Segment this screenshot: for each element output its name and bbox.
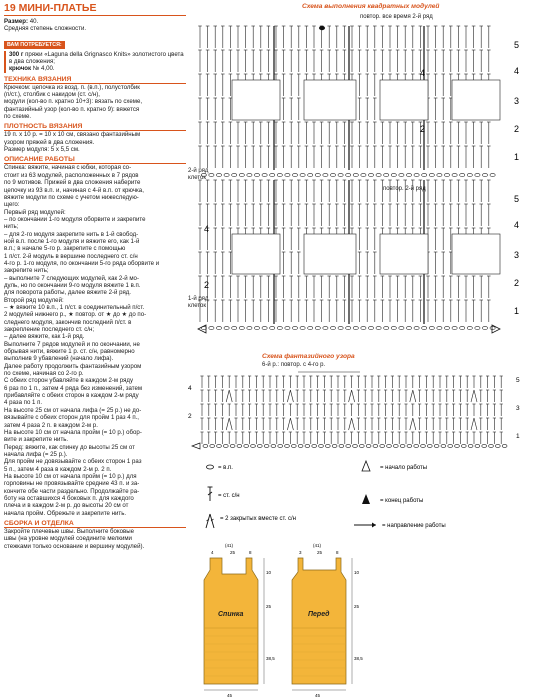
- row-number: 3: [514, 250, 520, 260]
- chain-stitch: [366, 445, 371, 448]
- back-body: 25: [266, 604, 272, 609]
- modules-scheme-caption: Схема выполнения квадратных модулей: [302, 3, 440, 10]
- row-number: 3: [514, 96, 520, 106]
- chain-stitch: [490, 326, 495, 329]
- chain-stitch: [319, 445, 324, 448]
- chain-stitch: [292, 173, 297, 176]
- pattern-scheme-caption: Схема фантазийного узора: [262, 353, 355, 360]
- chain-stitch: [376, 326, 381, 329]
- chain-stitch: [247, 173, 252, 176]
- gauge-heading: ПЛОТНОСТЬ ВЯЗАНИЯ: [4, 123, 186, 131]
- chain-stitch: [444, 326, 449, 329]
- chain-stitch: [468, 445, 473, 448]
- chain-stitch: [359, 445, 364, 448]
- row-number: 1: [514, 152, 520, 162]
- text-line: 1 п/ст. 2-й модуль в вершине последнего ст. с/н: [4, 252, 138, 260]
- chain-stitch: [460, 326, 465, 329]
- text-line: в.п.; в начале 5-го р. закрепите с помощью: [4, 245, 126, 253]
- text-line: – по окончании 1-го модуля оборвите и закрепите: [4, 215, 146, 223]
- chain-stitch: [305, 445, 310, 448]
- module-window: [452, 80, 500, 120]
- module-window: [232, 234, 280, 274]
- text-line: – для 2-го модуля закрепите нить в 1-й свобод-: [4, 230, 139, 238]
- text-line: Выполните 7 рядов модулей и по окончании, не: [4, 340, 140, 348]
- legend-start-text: = начало работы: [380, 465, 428, 471]
- row-number: 2: [420, 124, 426, 134]
- row-number: 4: [204, 224, 210, 234]
- dc2tog-stitch: [229, 390, 232, 402]
- chain-stitch: [467, 326, 472, 329]
- size-value: 40.: [29, 18, 39, 25]
- technique-heading: ТЕХНИКА ВЯЗАНИЯ: [4, 76, 186, 84]
- chain-stitch: [315, 173, 320, 176]
- chain-stitch: [210, 445, 215, 448]
- text-line: узором пряжей в два сложения.: [4, 138, 95, 146]
- text-line: прибавляйте с обеих сторон в каждом 2-м ряду: [4, 392, 139, 400]
- back-width: 45: [227, 693, 233, 698]
- chain-stitch: [406, 173, 411, 176]
- module-window: [304, 234, 356, 274]
- yarn-amount: 300 г: [9, 50, 24, 58]
- instructions-column: [4, 2, 186, 550]
- chain-stitch: [414, 326, 419, 329]
- chain-stitch: [292, 326, 297, 329]
- chain-stitch: [406, 326, 411, 329]
- row-number: 2: [204, 280, 210, 290]
- hook-value: № 4,00.: [32, 65, 55, 73]
- page-title: 19 МИНИ-ПЛАТЬЕ: [4, 2, 186, 16]
- chain-stitch: [224, 326, 229, 329]
- chain-stitch: [239, 326, 244, 329]
- text-line: Размер модуля: 5 х 5,5 см.: [4, 146, 80, 154]
- chain-stitch: [475, 173, 480, 176]
- row-number: 2: [514, 124, 520, 134]
- text-line: Перед: вяжите, как спинку до высоты 25 см от: [4, 443, 135, 451]
- dc2tog-stitch: [290, 418, 293, 430]
- chain-stitch: [323, 173, 328, 176]
- text-line: 5 п., затем 4 раза в каждом 2-м р. 2 п.: [4, 465, 112, 473]
- dc2tog-stitch: [226, 418, 229, 430]
- text-line: 4 раза по 1 п.: [4, 399, 43, 407]
- text-line: 4-го р. 1-го модуля, по окончании 5-го ряда оборвите и: [4, 259, 160, 267]
- chain-stitch: [277, 326, 282, 329]
- text-line: Второй ряд модулей:: [4, 296, 64, 304]
- dc2tog-stitch: [349, 418, 352, 430]
- chain-stitch: [399, 173, 404, 176]
- text-line: С обеих сторон убавляйте в каждом 2-м ряду: [4, 377, 133, 385]
- front-label: Перед: [308, 611, 330, 618]
- text-line: вяжите модули по схеме с учетом нижеследую-: [4, 193, 139, 201]
- legend-direction-text: = направление работы: [382, 523, 446, 529]
- chain-stitch: [490, 173, 495, 176]
- front-neck: (41): [313, 543, 322, 548]
- dc2tog-stitch: [352, 418, 355, 430]
- chain-stitch: [422, 326, 427, 329]
- chain-stitch: [353, 173, 358, 176]
- chain-stitch: [455, 445, 460, 448]
- chain-stitch: [271, 445, 276, 448]
- row-number: 4: [514, 220, 520, 230]
- chain-stitch: [308, 326, 313, 329]
- row-number: 3: [516, 405, 520, 412]
- chain-stitch: [353, 445, 358, 448]
- chain-stitch: [448, 445, 453, 448]
- row-number: 4: [514, 66, 520, 76]
- chain-stitch: [368, 326, 373, 329]
- chain-stitch: [475, 326, 480, 329]
- row-number: 2: [188, 413, 192, 420]
- chain-stitch: [232, 173, 237, 176]
- chain-stitch: [346, 326, 351, 329]
- chain-stitch: [325, 445, 330, 448]
- text-line: следнего модуля, закончив последний п/ст. в: [4, 318, 132, 326]
- chain-stitch: [391, 173, 396, 176]
- gauge-text: [4, 131, 186, 153]
- chain-stitch: [429, 173, 434, 176]
- chain-stitch: [300, 173, 305, 176]
- modules-chart: [196, 20, 536, 340]
- chain-stitch: [414, 173, 419, 176]
- front-shoulder: 25: [317, 550, 323, 555]
- text-line: начала лифа (= 25 р.).: [4, 450, 68, 458]
- legend-end-text: = конец работы: [380, 498, 424, 504]
- chain-stitch: [254, 326, 259, 329]
- front-body: 25: [354, 604, 360, 609]
- module-window: [232, 80, 280, 120]
- front-upper: 8: [336, 550, 339, 555]
- assembly-text: [4, 528, 186, 550]
- chain-stitch: [407, 445, 412, 448]
- chain-stitch: [429, 326, 434, 329]
- chain-stitch: [300, 326, 305, 329]
- chain-stitch: [421, 445, 426, 448]
- dc2tog-stitch: [413, 390, 416, 402]
- legend-dc2tog: [206, 514, 214, 528]
- row1-label: 1-й ряд клеток: [188, 296, 209, 309]
- chain-stitch: [264, 445, 269, 448]
- dc2tog-stitch: [290, 390, 293, 402]
- chain-stitch: [393, 445, 398, 448]
- back-pattern: [204, 543, 275, 698]
- materials-badge: ВАМ ПОТРЕБУЕТСЯ:: [4, 41, 65, 49]
- difficulty: Средняя степень сложности.: [4, 25, 87, 33]
- chain-stitch: [223, 445, 228, 448]
- text-line: по схеме, начиная со 2-го р.: [4, 370, 84, 378]
- text-line: фантазийный узор (кол-во п. кратно 9): вяжется: [4, 105, 140, 113]
- module-window: [452, 234, 500, 274]
- chain-stitch: [452, 326, 457, 329]
- chain-stitch: [239, 173, 244, 176]
- garment-patterns: [186, 540, 536, 698]
- chain-stitch: [270, 173, 275, 176]
- pattern-chart: [186, 370, 536, 450]
- chain-stitch: [353, 326, 358, 329]
- materials-block: [4, 51, 186, 73]
- text-line: – далее вяжите, как 1-й ряд.: [4, 333, 85, 341]
- chain-stitch: [330, 173, 335, 176]
- hook-line: [9, 65, 186, 72]
- pattern-repeat-note: 6-й р.: повтор. с 4-го р.: [262, 362, 326, 368]
- text-line: кончите обе части раздельно. Продолжайте ра-: [4, 487, 140, 495]
- end-marker: [319, 26, 325, 30]
- dc2tog-stitch: [471, 390, 474, 402]
- start-marker: [192, 443, 200, 449]
- text-line: горловины не провязывайте средние 43 п. и за-: [4, 480, 140, 488]
- text-line: стоит из 63 модулей, расположенных в 7 рядов: [4, 171, 139, 179]
- text-line: 6 раз по 1 п., затем 4 ряда без изменений, затем: [4, 384, 143, 392]
- chain-stitch: [461, 445, 466, 448]
- chain-stitch: [489, 445, 494, 448]
- chain-stitch: [216, 173, 221, 176]
- text-line: – выполните 7 следующих модулей, как 2-й мо-: [4, 274, 139, 282]
- chain-stitch: [460, 173, 465, 176]
- text-line: ной в.п. после 1-го модуля и вяжите его, как 1-й: [4, 237, 140, 245]
- text-line: цепочку из 93 в.п. и, начиная с 4-й в.п. от крючка,: [4, 186, 144, 194]
- chain-stitch: [285, 326, 290, 329]
- chain-stitch: [209, 173, 214, 176]
- hook-label: крючок: [9, 65, 32, 73]
- chain-stitch: [232, 326, 237, 329]
- text-line: Спинка: вяжите, начиная с юбки, которая со-: [4, 164, 132, 172]
- chain-stitch: [216, 326, 221, 329]
- legend-dc: [208, 487, 213, 501]
- chain-stitch: [482, 326, 487, 329]
- chain-stitch: [230, 445, 235, 448]
- chain-stitch: [278, 445, 283, 448]
- chain-stitch: [330, 326, 335, 329]
- row-number: 4: [420, 68, 426, 78]
- chain-stitch: [338, 326, 343, 329]
- dc2tog-stitch: [352, 390, 355, 402]
- dc2tog-stitch: [349, 390, 352, 402]
- chain-stitch: [257, 445, 262, 448]
- chain-stitch: [427, 445, 432, 448]
- description-heading: ОПИСАНИЕ РАБОТЫ: [4, 156, 186, 164]
- front-width: 45: [315, 693, 321, 698]
- row-number: 5: [514, 194, 520, 204]
- legend-dc-text: = ст. с/н: [218, 493, 240, 499]
- chain-stitch: [254, 173, 259, 176]
- chain-stitch: [475, 445, 480, 448]
- chain-stitch: [270, 326, 275, 329]
- chain-stitch: [384, 173, 389, 176]
- text-line: боту на оставшихся 4 боковых п. для каждого: [4, 494, 134, 502]
- text-line: выполнив 9 убавлений (начало лифа).: [4, 355, 114, 363]
- chain-stitch: [312, 445, 317, 448]
- chain-stitch: [399, 326, 404, 329]
- back-top: 4: [211, 550, 214, 555]
- chain-stitch: [361, 326, 366, 329]
- text-line: щего:: [4, 201, 20, 209]
- chain-stitch: [247, 326, 252, 329]
- modules-repeat-note: повтор. все время 2-й ряд: [360, 14, 433, 20]
- back-shoulder: 25: [230, 550, 236, 555]
- row-number: 1: [514, 306, 520, 316]
- text-line: по 9 мотивов. Прижей в два сложения наберите: [4, 179, 141, 187]
- chain-stitch: [285, 173, 290, 176]
- chain-stitch: [244, 445, 249, 448]
- dc2tog-stitch: [410, 418, 413, 430]
- back-height: 38,5: [266, 656, 275, 661]
- text-line: Для пройм не довязывайте с обеих сторон 1 раз: [4, 458, 142, 466]
- chain-stitch: [298, 445, 303, 448]
- chain-stitch: [346, 173, 351, 176]
- technique-text: [4, 84, 186, 121]
- text-line: модули (кол-во п. кратно 10+3): вязать по схеме,: [4, 98, 143, 106]
- chain-stitch: [437, 173, 442, 176]
- chain-stitch: [291, 445, 296, 448]
- text-line: (п/ст.), столбик с накидом (ст. с/н),: [4, 91, 100, 99]
- front-text: [4, 444, 186, 517]
- text-line: Первый ряд модулей:: [4, 208, 66, 216]
- text-line: Крючком: цепочка из возд. п. (в.п.), полустолбик: [4, 83, 140, 91]
- dc2tog-stitch: [229, 418, 232, 430]
- text-line: вите и закрепите нить.: [4, 436, 69, 444]
- size-label: Размер:: [4, 18, 28, 25]
- row-number: 4: [188, 385, 192, 392]
- chain-stitch: [308, 173, 313, 176]
- dc2tog-stitch: [410, 390, 413, 402]
- chain-stitch: [387, 445, 392, 448]
- chain-stitch: [452, 173, 457, 176]
- chain-stitch: [201, 173, 206, 176]
- row-number: 1: [516, 433, 520, 440]
- module-window: [304, 80, 356, 120]
- row-number: 5: [514, 40, 520, 50]
- legend-start: [362, 461, 370, 471]
- chain-stitch: [237, 445, 242, 448]
- chain-stitch: [338, 173, 343, 176]
- text-line: вязывайте с обеих сторон для пройм 1 раз 4 п.,: [4, 414, 140, 422]
- yarn-text: пряжи «Laguna della Grignasco Knits» золотистого цвета в два сложения;: [9, 50, 184, 66]
- dc2tog-stitch: [471, 418, 474, 430]
- chain-stitch: [224, 173, 229, 176]
- front-top: 3: [299, 550, 302, 555]
- chain-stitch: [495, 445, 500, 448]
- repeat-bottom-note: повтор. 2-й ряд: [383, 186, 426, 192]
- chain-stitch: [346, 445, 351, 448]
- back-neck: (41): [225, 543, 234, 548]
- legend-direction: [354, 523, 376, 528]
- front-armhole: 10: [354, 570, 360, 575]
- chain-stitch: [217, 445, 222, 448]
- chain-stitch: [339, 445, 344, 448]
- chain-stitch: [467, 173, 472, 176]
- row-number: 2: [514, 278, 520, 288]
- row-number: 5: [516, 377, 520, 384]
- text-line: для поворота работы, далее вяжите 2-й ряд.: [4, 289, 131, 297]
- chain-stitch: [502, 445, 507, 448]
- text-line: На высоте 10 см от начала пройм (= 10 р.) для: [4, 472, 137, 480]
- chain-stitch: [251, 445, 256, 448]
- module-window: [380, 234, 428, 274]
- dc2tog-stitch: [226, 390, 229, 402]
- text-line: нить;: [4, 223, 19, 231]
- text-line: На высоте 25 см от начала лифа (= 25 р.) не до-: [4, 406, 142, 414]
- module-window: [380, 80, 428, 120]
- text-line: Далее работу продолжить фантазийным узором: [4, 362, 142, 370]
- front-height: 38,5: [354, 656, 363, 661]
- chain-stitch: [315, 326, 320, 329]
- dc2tog-stitch: [287, 390, 290, 402]
- text-line: – ★ вяжите 10 в.п., 1 п/ст. в соединительный п/ст.: [4, 304, 145, 311]
- chain-stitch: [368, 173, 373, 176]
- description-text: [4, 164, 186, 443]
- text-line: стежками только основание и вершину модулей).: [4, 542, 145, 550]
- text-line: закрепление последнего ст. с/н;: [4, 326, 95, 334]
- dc2tog-stitch: [287, 418, 290, 430]
- text-line: 19 п. х 10 р. = 10 х 10 см, связано фантазийным: [4, 131, 141, 139]
- chain-stitch: [437, 326, 442, 329]
- chain-stitch: [376, 173, 381, 176]
- dc2tog-stitch: [413, 418, 416, 430]
- back-label: Спинка: [218, 611, 244, 618]
- legend-chain-text: = в.п.: [218, 465, 233, 471]
- text-line: 2 модулей нижнего р., ★ повтор. от ★ до ★ до по-: [4, 311, 147, 319]
- chain-stitch: [361, 173, 366, 176]
- chain-stitch: [323, 326, 328, 329]
- chain-stitch: [277, 173, 282, 176]
- text-line: Закройте плечевые швы. Выполните боковые: [4, 527, 135, 535]
- chain-stitch: [441, 445, 446, 448]
- legend: [188, 456, 538, 536]
- text-line: обрывая нити, вяжите 1 р. ст. с/н, равномерно: [4, 348, 135, 356]
- back-upper: 8: [249, 550, 252, 555]
- text-line: закрепите нить;: [4, 267, 49, 275]
- chain-stitch: [482, 445, 487, 448]
- chain-stitch: [482, 173, 487, 176]
- chain-stitch: [400, 445, 405, 448]
- chain-stitch: [373, 445, 378, 448]
- legend-end: [362, 494, 370, 504]
- chain-stitch: [384, 326, 389, 329]
- chain-stitch: [380, 445, 385, 448]
- chain-stitch: [209, 326, 214, 329]
- chain-stitch: [262, 173, 267, 176]
- legend-chain: [207, 465, 214, 469]
- chain-stitch: [444, 173, 449, 176]
- text-line: плеча и в каждом 2-м р. до высоты 20 см от: [4, 502, 129, 510]
- chain-stitch: [285, 445, 290, 448]
- dc2tog-stitch: [474, 418, 477, 430]
- assembly-heading: СБОРКА И ОТДЕЛКА: [4, 520, 186, 528]
- text-line: затем 4 раза 2 п. в каждом 2-м р.: [4, 421, 98, 429]
- chain-stitch: [414, 445, 419, 448]
- text-line: по схеме.: [4, 113, 32, 121]
- chain-stitch: [434, 445, 439, 448]
- text-line: дуль, но по окончании 9-го модуля вяжите 1 в.п.: [4, 281, 141, 289]
- chain-stitch: [391, 326, 396, 329]
- size-line: [4, 18, 186, 25]
- chain-stitch: [203, 445, 208, 448]
- legend-dc2tog-text: = 2 закрытых вместе ст. с/н: [220, 516, 296, 522]
- text-line: На высоте 10 см от начала пройм (= 10 р.) обор-: [4, 428, 142, 436]
- dc2tog-stitch: [474, 390, 477, 402]
- front-pattern: [292, 543, 363, 698]
- text-line: начала пройм. Обрежьте и закрепите нить.: [4, 509, 127, 517]
- row2-label: 2-й ряд клеток: [188, 168, 209, 181]
- back-armhole: 10: [266, 570, 272, 575]
- chain-stitch: [422, 173, 427, 176]
- chain-stitch: [332, 445, 337, 448]
- text-line: швы (на уровне модулей соедините мелкими: [4, 535, 132, 543]
- chain-stitch: [262, 326, 267, 329]
- yarn-line: [9, 51, 186, 66]
